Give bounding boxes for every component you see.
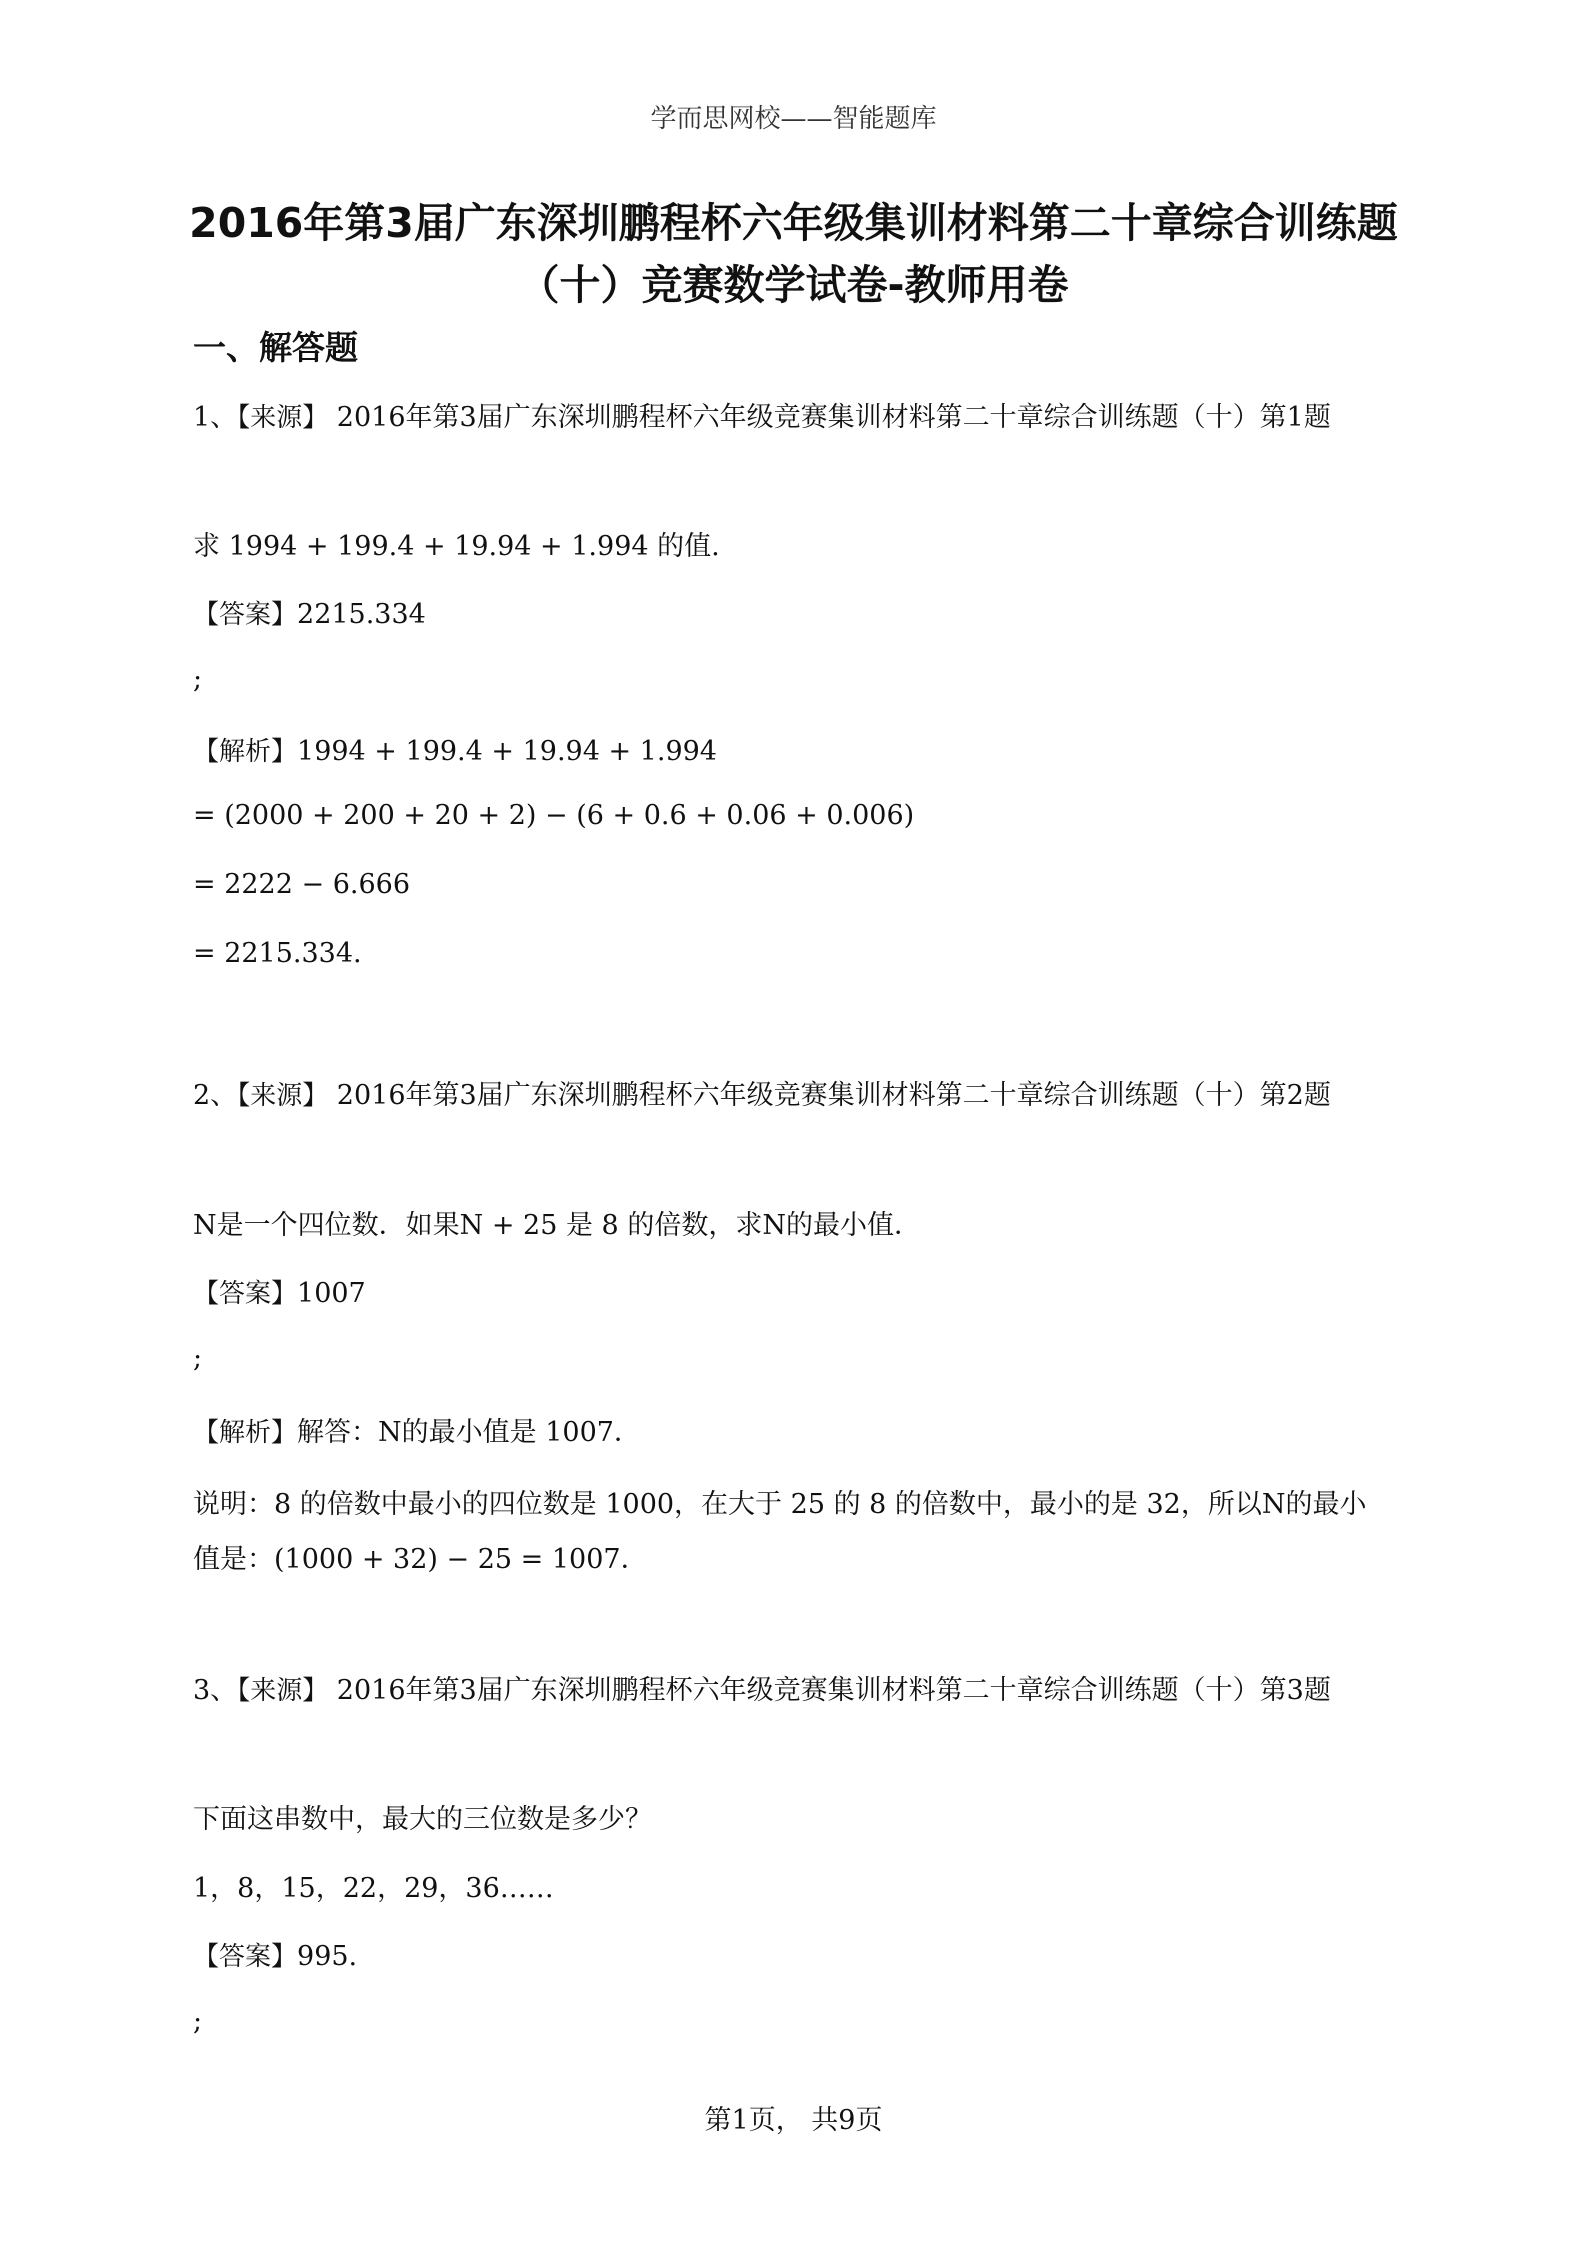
q2-analysis-text: 解答：N的最小值是 1007． [297,1417,641,1448]
q2-answer-value: 1007 [297,1278,366,1309]
title-line-2: （十）竞赛数学试卷-教师用卷 [518,261,1069,309]
q2-source-tag: 【来源】 [237,1081,329,1111]
page-footer: 第1页， 共9页 [704,2105,883,2136]
q3-source-text: 2016年第3届广东深圳鹏程杯六年级竞赛集训材料第二十章综合训练题（十）第3题 [328,1675,1331,1706]
q1-separator: ; [193,664,203,695]
q3-answer-value: 995. [297,1941,358,1972]
q2-analysis-tag: 【解析】 [193,1418,298,1448]
q1-analysis-tag: 【解析】 [193,737,298,767]
q1-answer-value: 2215.334 [297,599,426,630]
document-title [150,192,1437,316]
q2-question: N是一个四位数．如果N + 25 是 8 的倍数，求N的最小值． [193,1210,921,1241]
q3-question: 下面这串数中，最大的三位数是多少？ [193,1804,652,1835]
q2-explanation: 说明：8 的倍数中最小的四位数是 1000，在大于 25 的 8 的倍数中，最小的是 32，所以N的最小值是：(1000 + 32) − 25 = 1007． [193,1489,1367,1575]
q1-analysis [193,731,717,768]
q2-analysis [193,1410,641,1449]
section-heading: 一、解答题 [193,328,358,367]
q3-number: 3、 [193,1675,238,1706]
q1-answer-tag: 【答案】 [193,600,298,630]
q2-answer [193,1273,366,1310]
q1-source-tag: 【来源】 [237,403,329,433]
q1-number: 1、 [193,402,238,433]
q2-source [193,1073,1393,1119]
q3-source [193,1668,1393,1714]
q1-source-text: 2016年第3届广东深圳鹏程杯六年级竞赛集训材料第二十章综合训练题（十）第1题 [328,402,1331,433]
q3-separator: ; [193,2006,203,2037]
q1-answer [193,594,426,631]
q2-separator: ; [193,1343,203,1374]
q2-source-text: 2016年第3届广东深圳鹏程杯六年级竞赛集训材料第二十章综合训练题（十）第2题 [328,1080,1331,1111]
q1-analysis-step-3: = 2222 − 6.666 [193,869,411,900]
q3-answer-tag: 【答案】 [193,1942,298,1972]
q1-analysis-step-1: 1994 + 199.4 + 19.94 + 1.994 [297,736,717,767]
q2-answer-tag: 【答案】 [193,1279,298,1309]
q2-number: 2、 [193,1080,238,1111]
title-line-1: 2016年第3届广东深圳鹏程杯六年级集训材料第二十章综合训练题 [189,199,1398,247]
page-header: 学而思网校——智能题库 [650,104,937,134]
q1-analysis-step-4: = 2215.334. [193,938,362,969]
q3-source-tag: 【来源】 [237,1676,329,1706]
q1-question: 求 1994 + 199.4 + 19.94 + 1.994 的值. [193,531,720,562]
q1-source [193,395,1393,441]
q1-analysis-step-2: = (2000 + 200 + 20 + 2) − (6 + 0.6 + 0.06 + 0.006) [193,800,915,831]
q3-answer [193,1936,357,1973]
q3-sequence: 1，8，15，22，29，36…… [193,1873,554,1904]
